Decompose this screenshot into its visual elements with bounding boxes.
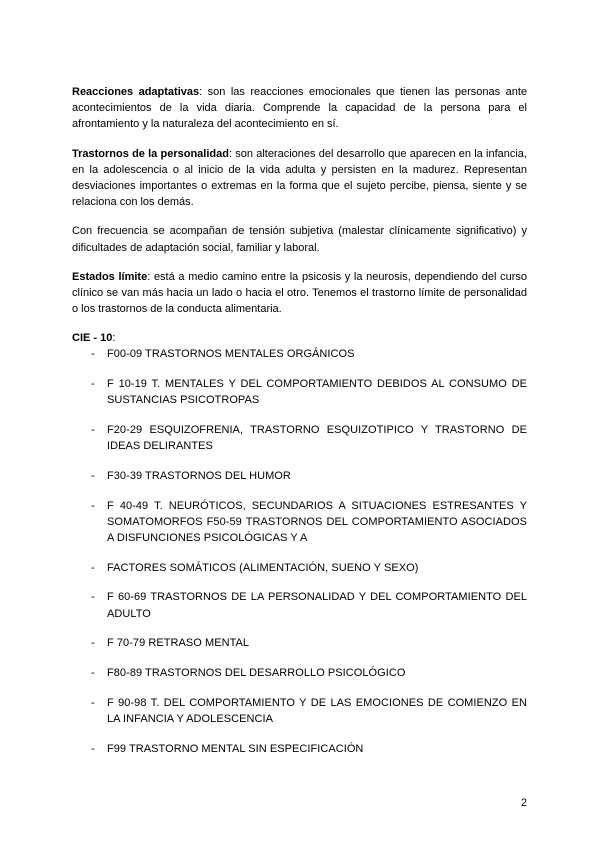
term-reacciones-adaptativas: Reacciones adaptativas (72, 86, 200, 98)
cie-item-text: F80-89 TRASTORNOS DEL DESARROLLO PSICOLÓGICO (107, 667, 406, 680)
list-dash: - (91, 742, 95, 755)
cie-list-item (72, 741, 527, 757)
cie-item-text: F 40-49 T. NEURÓTICOS, SECUNDARIOS A SITUACIONES ESTRESANTES Y SOMATOMORFOS F50-59 TRASTORNOS DEL COMPORTAMIENTO ASOCIADOS A DISFUNCIONES PSICOLÓGICAS Y A (107, 499, 527, 545)
term-estados-limite: Estados límite (72, 270, 148, 283)
paragraph-text: está a medio camino entre la psicosis y la neurosis, dependiendo del curso clínico se van más hacia un lado o hacia el otro. Tenemos el trastorno límite de personalidad o los trastornos de la conducta alimentaria. (72, 270, 527, 316)
paragraph-trastornos-personalidad (72, 146, 527, 211)
cie-list-item (72, 376, 527, 408)
cie-list-item (72, 422, 527, 454)
cie-item-text: F 90-98 T. DEL COMPORTAMIENTO Y DE LAS EMOCIONES DE COMIENZO EN LA INFANCIA Y ADOLESCENCIA (107, 696, 527, 725)
list-dash: - (91, 348, 95, 361)
cie-separator: : (112, 332, 116, 345)
list-dash: - (91, 424, 95, 437)
cie-list-item (72, 695, 527, 727)
page-number: 2 (520, 797, 527, 809)
paragraph-tension-subjetiva (72, 223, 527, 255)
cie-item-text: F00-09 TRASTORNOS MENTALES ORGÁNICOS (107, 348, 355, 361)
cie-item-text: F30-39 TRASTORNOS DEL HUMOR (107, 469, 291, 482)
cie-item-text: F 70-79 RETRASO MENTAL (107, 637, 250, 650)
paragraph-text: son alteraciones del desarrollo que aparecen en la infancia, en la adolescencia o al inicio de la vida adulta y persisten en la madurez. Representan desviaciones importantes o extremas en la forma que el sujeto percibe, piensa, siente y se relaciona con los demás. (72, 147, 527, 209)
paragraph-text: son las reacciones emocionales que tienen las personas ante acontecimientos de la vida diaria. Comprende la capacidad de la persona para el afrontamiento y la naturaleza del acontecimiento en sí. (72, 86, 527, 131)
list-dash: - (91, 591, 95, 604)
cie-list-item (72, 560, 527, 576)
cie-title: CIE - 10 (72, 332, 113, 345)
list-dash: - (91, 378, 95, 391)
cie-item-text: F20-29 ESQUIZOFRENIA, TRASTORNO ESQUIZOTIPICO Y TRASTORNO DE IDEAS DELIRANTES (107, 424, 527, 453)
term-separator: : (147, 270, 151, 283)
list-dash: - (91, 637, 95, 650)
list-dash: - (91, 469, 95, 482)
cie-item-text: F 60-69 TRASTORNOS DE LA PERSONALIDAD Y DEL COMPORTAMIENTO DEL ADULTO (107, 591, 527, 620)
cie-list-item (72, 468, 527, 484)
cie-item-text: FACTORES SOMÁTICOS (ALIMENTACIÓN, SUENO Y SEXO) (107, 561, 419, 574)
list-dash: - (91, 667, 95, 680)
term-separator: : (228, 147, 233, 160)
document-page (72, 84, 527, 770)
paragraph-text: Con frecuencia se acompañan de tensión subjetiva (malestar clínicamente significativo) y dificultades de adaptación social, familiar y laboral. (72, 225, 527, 254)
cie-list-item (72, 635, 527, 651)
cie-list-item (72, 665, 527, 681)
cie-list-item (72, 498, 527, 547)
cie-heading (72, 330, 527, 346)
term-trastornos-personalidad: Trastornos de la personalidad (72, 147, 229, 160)
list-dash: - (91, 561, 95, 574)
cie-list-item (72, 346, 527, 362)
term-separator: : (199, 86, 203, 98)
cie-item-text: F 10-19 T. MENTALES Y DEL COMPORTAMIENTO DEBIDOS AL CONSUMO DE SUSTANCIAS PSICOTROPAS (107, 378, 527, 407)
list-dash: - (91, 499, 95, 512)
paragraph-estados-limite (72, 269, 527, 318)
cie-item-text: F99 TRASTORNO MENTAL SIN ESPECIFICACIÓN (107, 742, 364, 755)
list-dash: - (91, 696, 95, 709)
cie-list-item (72, 589, 527, 621)
paragraph-reacciones-adaptativas (72, 84, 527, 133)
cie-list (72, 346, 527, 756)
